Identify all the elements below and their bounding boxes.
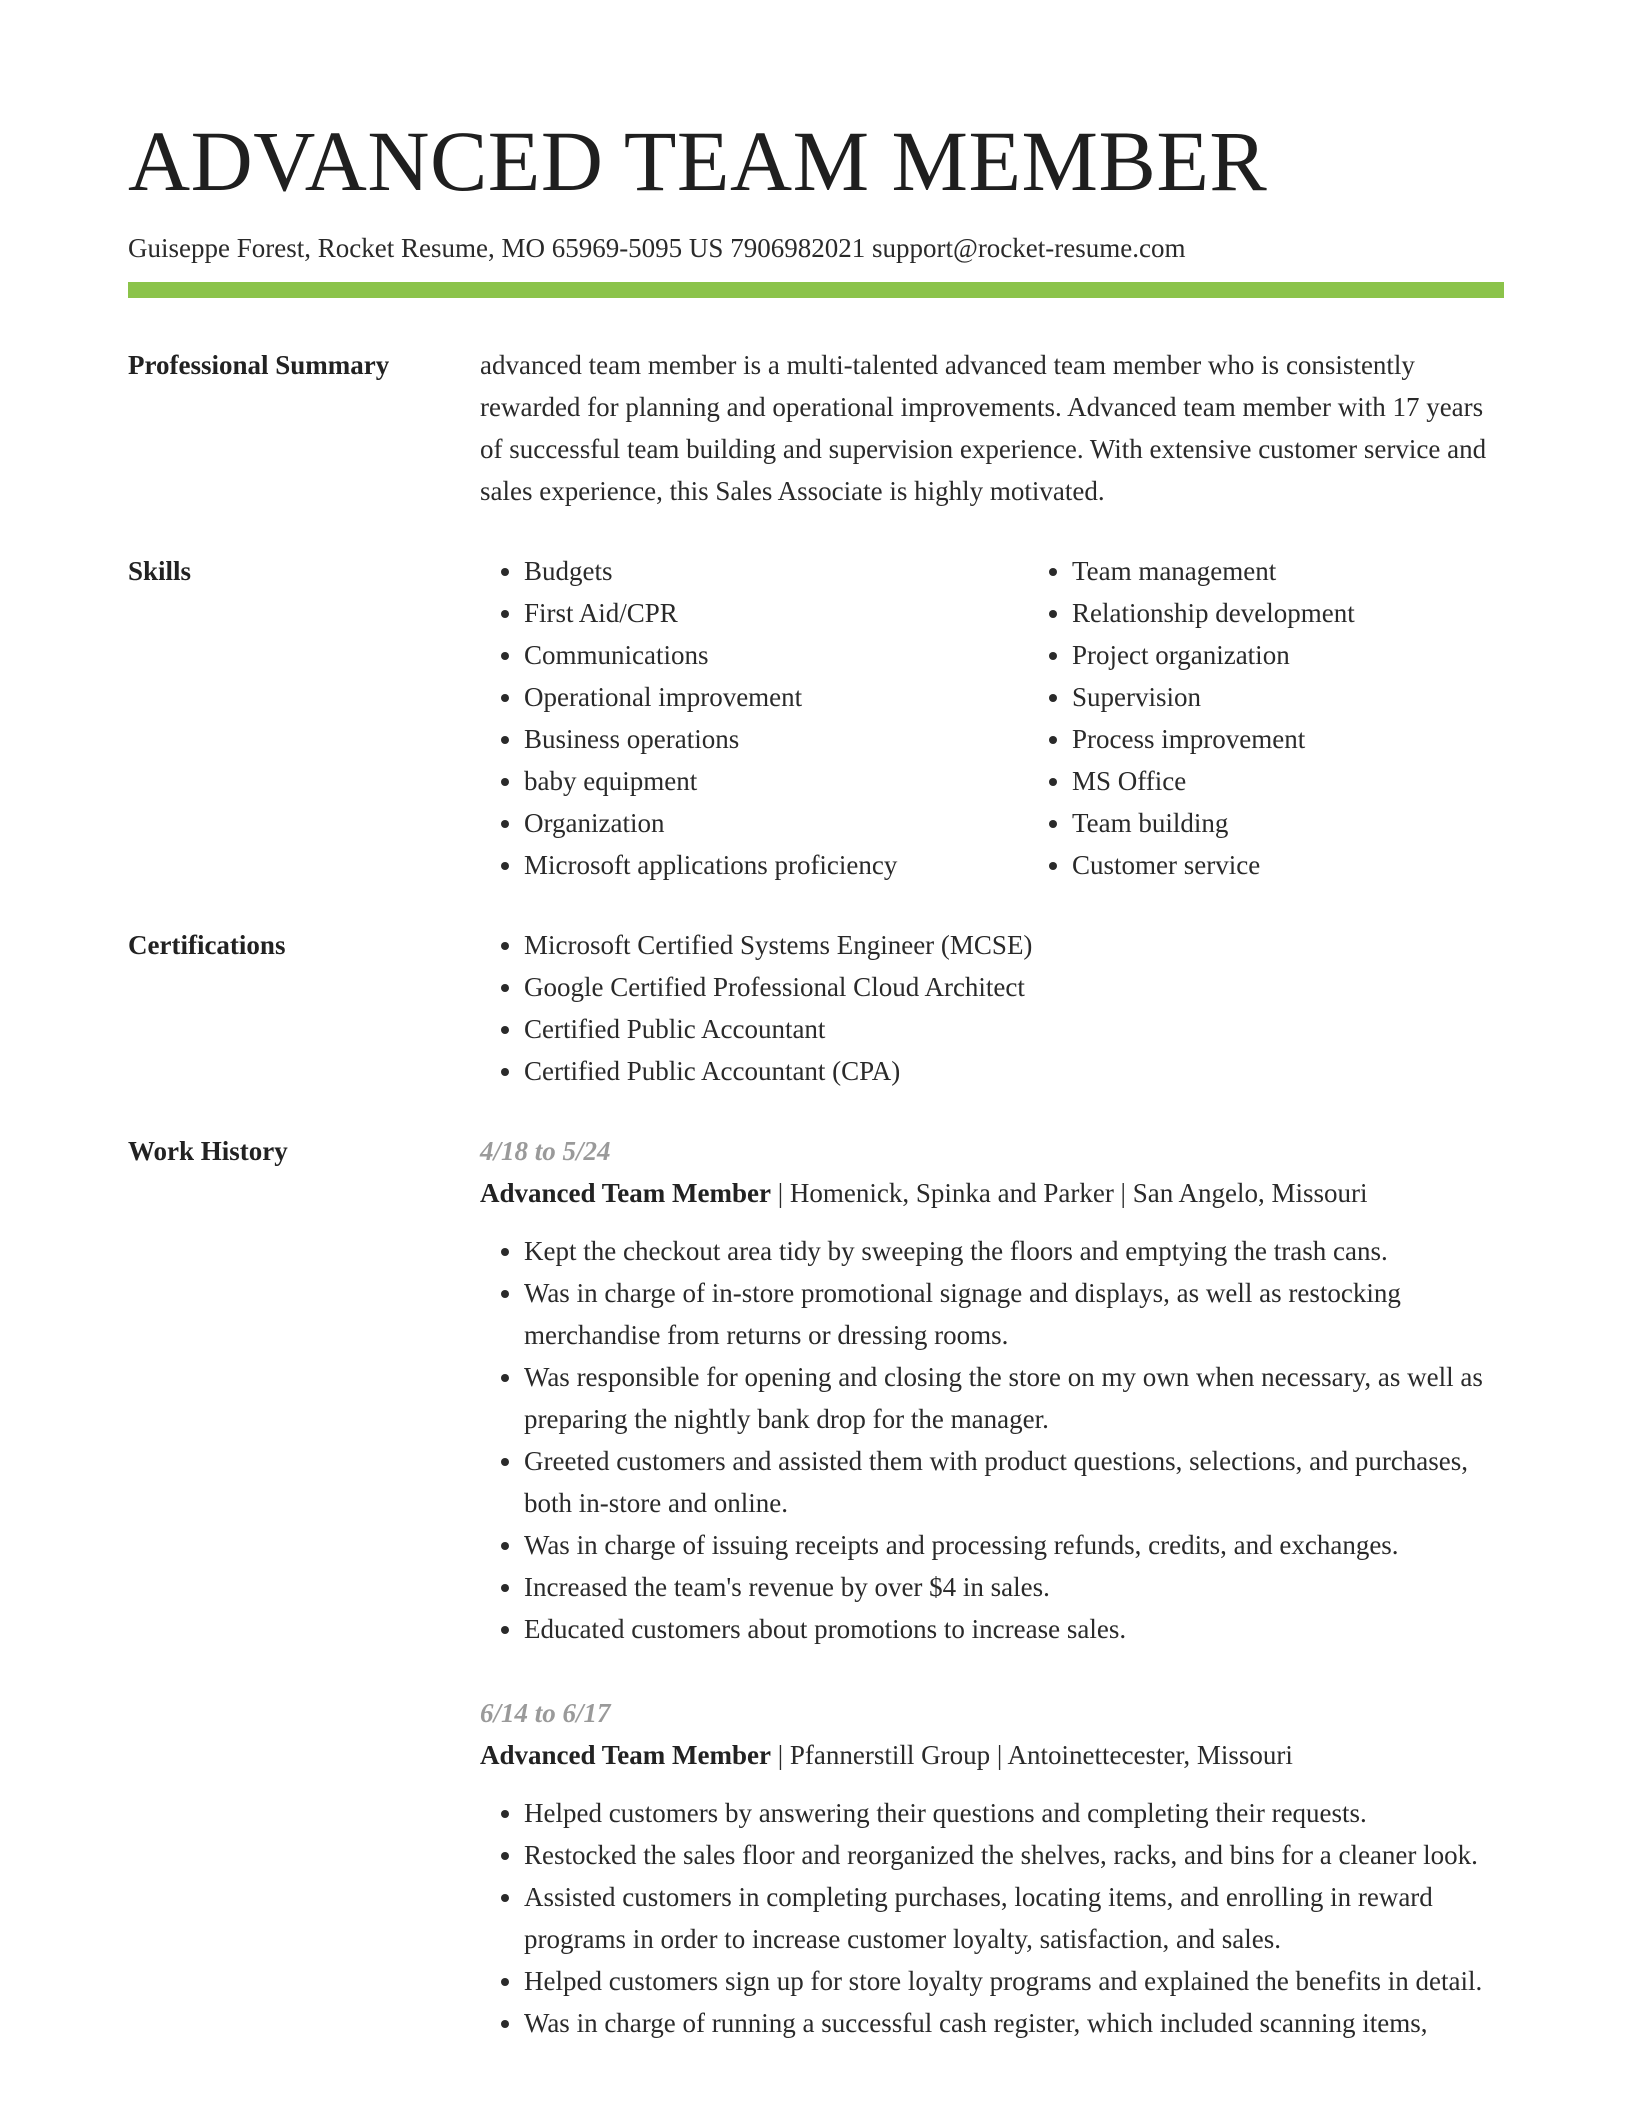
skill-item: • Supervision: [1072, 676, 1504, 718]
skills-list-right: [1028, 550, 1504, 886]
certification-item: • Microsoft Certified Systems Engineer (MCSE): [524, 924, 1504, 966]
job-bullet: • Helped customers by answering their questions and completing their requests.: [524, 1792, 1504, 1834]
job-bullet: • Was in charge of running a successful cash register, which included scanning items,: [524, 2002, 1504, 2044]
skill-item: • Communications: [524, 634, 1028, 676]
job-bullet: • Greeted customers and assisted them with product questions, selections, and purchases, both in-store and online.: [524, 1440, 1504, 1524]
skill-item: • Organization: [524, 802, 1028, 844]
summary-section: [128, 344, 1504, 512]
job-bullet: • Helped customers sign up for store loyalty programs and explained the benefits in detail.: [524, 1960, 1504, 2002]
section-label-skills: Skills: [128, 556, 192, 587]
job-bullet: • Increased the team's revenue by over $4 in sales.: [524, 1566, 1504, 1608]
job-bullet: • Was in charge of issuing receipts and processing refunds, credits, and exchanges.: [524, 1524, 1504, 1566]
skill-item: • Project organization: [1072, 634, 1504, 676]
certification-item: • Certified Public Accountant (CPA): [524, 1050, 1504, 1092]
job-bullet: • Educated customers about promotions to increase sales.: [524, 1608, 1504, 1650]
accent-divider: [128, 282, 1504, 298]
skill-item: • Team management: [1072, 550, 1504, 592]
job-employer-location: | Homenick, Spinka and Parker | San Angelo, Missouri: [770, 1178, 1368, 1209]
job-bullets: [480, 1230, 1504, 1650]
job-entry: [480, 1692, 1504, 2044]
contact-line: Guiseppe Forest, Rocket Resume, MO 65969-5095 US 7906982021 support@rocket-resume.com: [128, 233, 1186, 263]
skill-item: • Process improvement: [1072, 718, 1504, 760]
job-entry: [480, 1130, 1504, 1650]
skill-item: • Business operations: [524, 718, 1028, 760]
skill-item: • Budgets: [524, 550, 1028, 592]
section-label-work-history: Work History: [128, 1136, 288, 1167]
certifications-section: [128, 924, 1504, 1092]
job-dates: 6/14 to 6/17: [480, 1698, 611, 1729]
job-bullet: • Was in charge of in-store promotional signage and displays, as well as restocking merchandise from returns or dressing rooms.: [524, 1272, 1504, 1356]
job-employer-location: | Pfannerstill Group | Antoinettecester, Missouri: [770, 1740, 1293, 1771]
skill-item: • MS Office: [1072, 760, 1504, 802]
job-dates: 4/18 to 5/24: [480, 1136, 611, 1167]
certification-item: • Certified Public Accountant: [524, 1008, 1504, 1050]
section-label-certifications: Certifications: [128, 930, 286, 961]
skill-item: • Microsoft applications proficiency: [524, 844, 1028, 886]
skill-item: • First Aid/CPR: [524, 592, 1028, 634]
job-title: Advanced Team Member: [480, 1178, 771, 1209]
skills-section: [128, 550, 1504, 886]
work-history-section: [128, 1130, 1504, 2086]
job-bullets: [480, 1792, 1504, 2044]
job-bullet: • Was responsible for opening and closing the store on my own when necessary, as well as preparing the nightly bank drop for the manager.: [524, 1356, 1504, 1440]
job-bullet: • Restocked the sales floor and reorganized the shelves, racks, and bins for a cleaner look.: [524, 1834, 1504, 1876]
summary-text: advanced team member is a multi-talented advanced team member who is consistently rewarded for planning and operational improvements. Advanced team member with 17 years of successful team building and supervision experience. With extensive customer service and sales experience, this Sales Associate is highly motivated.: [480, 350, 1487, 507]
skill-item: • Operational improvement: [524, 676, 1028, 718]
certifications-list: [480, 924, 1504, 1092]
resume-page: [128, 113, 1504, 2086]
resume-name: ADVANCED TEAM MEMBER: [128, 113, 1268, 209]
certification-item: • Google Certified Professional Cloud Architect: [524, 966, 1504, 1008]
skills-list-left: [480, 550, 1028, 886]
skill-item: • Relationship development: [1072, 592, 1504, 634]
skill-item: • baby equipment: [524, 760, 1028, 802]
job-heading: [480, 1734, 1504, 1776]
job-bullet: • Kept the checkout area tidy by sweeping the floors and emptying the trash cans.: [524, 1230, 1504, 1272]
skill-item: • Team building: [1072, 802, 1504, 844]
job-bullet: • Assisted customers in completing purchases, locating items, and enrolling in reward programs in order to increase customer loyalty, satisfaction, and sales.: [524, 1876, 1504, 1960]
job-title: Advanced Team Member: [480, 1740, 771, 1771]
section-label-summary: Professional Summary: [128, 350, 390, 381]
skill-item: • Customer service: [1072, 844, 1504, 886]
job-heading: [480, 1172, 1504, 1214]
